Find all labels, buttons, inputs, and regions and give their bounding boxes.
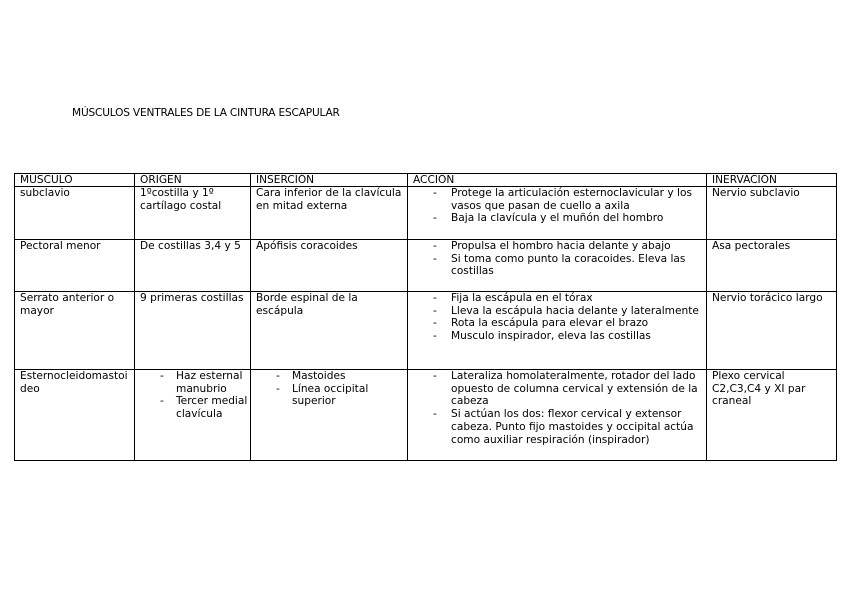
- header-musculo: MÚSCULO: [15, 174, 135, 187]
- accion-list: [413, 292, 704, 343]
- cell-insercion: Apófisis coracoides: [251, 240, 408, 292]
- cell-accion: [408, 370, 707, 461]
- document-title: MÚSCULOS VENTRALES DE LA CINTURA ESCAPULAR: [72, 107, 340, 119]
- header-origen: ORIGEN: [135, 174, 251, 187]
- cell-origen: 9 primeras costillas: [135, 292, 251, 370]
- list-item: - Mastoides: [256, 370, 405, 383]
- list-item: - Protege la articulación esternoclavicular y los vasos que pasan de cuello a axila: [413, 187, 704, 212]
- table-row: [15, 370, 837, 461]
- header-accion: ACCIÓN: [408, 174, 707, 187]
- accion-list: [413, 370, 704, 446]
- list-item: - Si toma como punto la coracoides. Eleva las costillas: [413, 253, 704, 278]
- table-row: [15, 187, 837, 240]
- cell-musculo: Serrato anterior o mayor: [15, 292, 135, 370]
- insercion-list: [256, 370, 405, 408]
- accion-list: [413, 187, 704, 225]
- cell-musculo: Esternocleidomastoideo: [15, 370, 135, 461]
- list-item: - Haz esternal manubrio: [140, 370, 248, 395]
- cell-accion: [408, 292, 707, 370]
- origen-list: [140, 370, 248, 421]
- accion-list: [413, 240, 704, 278]
- list-item: - Lateraliza homolateralmente, rotador del lado opuesto de columna cervical y extensión de la cabeza: [413, 370, 704, 408]
- list-item: - Baja la clavícula y el muñón del hombro: [413, 212, 704, 225]
- cell-origen: De costillas 3,4 y 5: [135, 240, 251, 292]
- header-inervacion: INERVACIÓN: [707, 174, 837, 187]
- cell-insercion: Cara inferior de la clavícula en mitad externa: [251, 187, 408, 240]
- list-item: - Tercer medial clavícula: [140, 395, 248, 420]
- table-row: [15, 240, 837, 292]
- cell-musculo: subclavio: [15, 187, 135, 240]
- cell-origen: [135, 370, 251, 461]
- cell-inervacion: Plexo cervical C2,C3,C4 y XI par craneal: [707, 370, 837, 461]
- cell-accion: [408, 187, 707, 240]
- header-insercion: INSERCIÓN: [251, 174, 408, 187]
- list-item: - Fija la escápula en el tórax: [413, 292, 704, 305]
- list-item: - Línea occipital superior: [256, 383, 405, 408]
- table-header-row: [15, 174, 837, 187]
- list-item: - Rota la escápula para elevar el brazo: [413, 317, 704, 330]
- list-item: - Propulsa el hombro hacia delante y abajo: [413, 240, 704, 253]
- cell-inervacion: Asa pectorales: [707, 240, 837, 292]
- list-item: - Si actúan los dos: flexor cervical y extensor cabeza. Punto fijo mastoides y occipital actúa como auxiliar respiración (inspirador): [413, 408, 704, 446]
- list-item: - Musculo inspirador, eleva las costillas: [413, 330, 704, 343]
- cell-inervacion: Nervio torácico largo: [707, 292, 837, 370]
- cell-inervacion: Nervio subclavio: [707, 187, 837, 240]
- table-row: [15, 292, 837, 370]
- muscles-table: [14, 173, 837, 461]
- cell-origen: 1ºcostilla y 1º cartílago costal: [135, 187, 251, 240]
- cell-accion: [408, 240, 707, 292]
- cell-musculo: Pectoral menor: [15, 240, 135, 292]
- list-item: - Lleva la escápula hacia delante y lateralmente: [413, 305, 704, 318]
- cell-insercion: Borde espinal de la escápula: [251, 292, 408, 370]
- cell-insercion: [251, 370, 408, 461]
